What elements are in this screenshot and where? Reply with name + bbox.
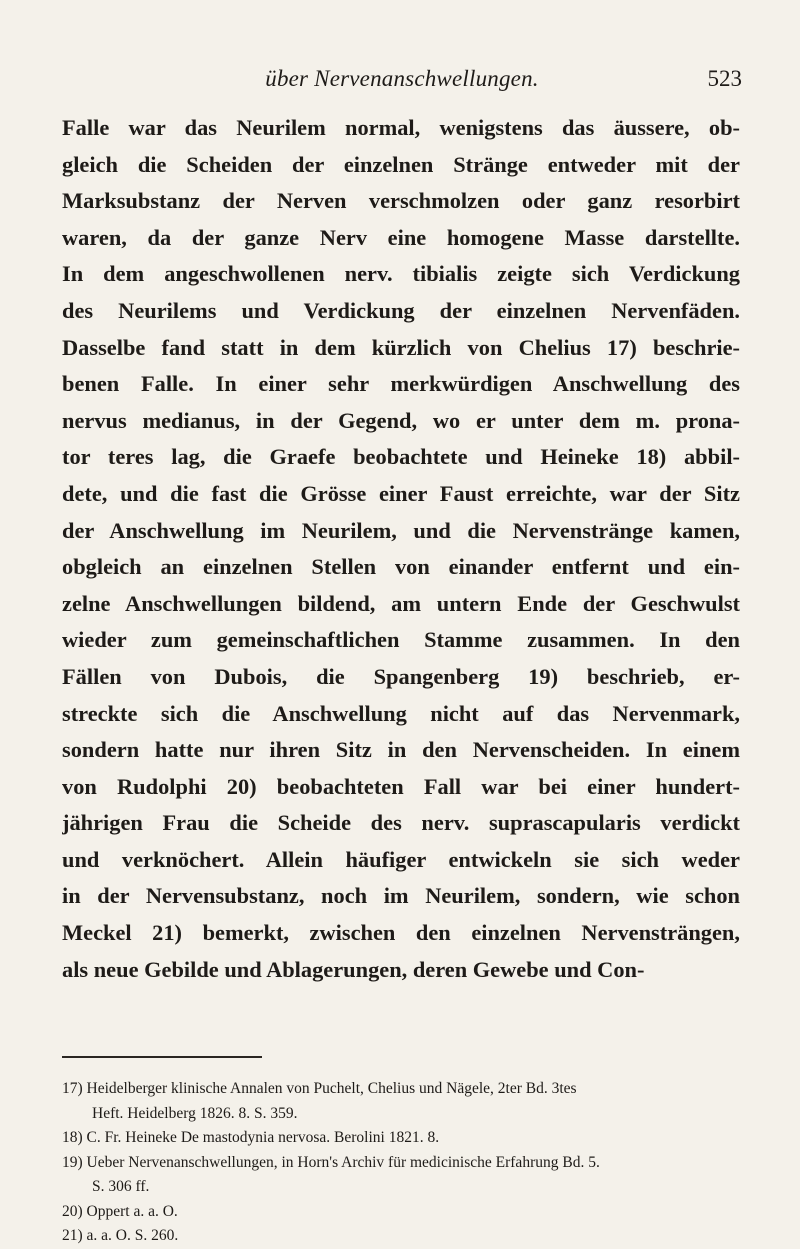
text-line: wieder zum gemeinschaftlichen Stamme zusammen. In den xyxy=(62,627,740,653)
running-head xyxy=(62,66,742,100)
page-number: 523 xyxy=(707,66,742,91)
text-line: zelne Anschwellungen bildend, am untern Ende der Geschwulst xyxy=(62,590,740,616)
text-line: Dasselbe fand statt in dem kürzlich von Chelius 17) beschrie- xyxy=(62,334,740,360)
text-line: obgleich an einzelnen Stellen von einander entfernt und ein- xyxy=(62,554,740,580)
text-line: gleich die Scheiden der einzelnen Stränge entweder mit der xyxy=(62,151,740,177)
text-line: waren, da der ganze Nerv eine homogene Masse darstellte. xyxy=(62,224,740,250)
footnote-17-continuation: Heft. Heidelberg 1826. 8. S. 359. xyxy=(92,1104,298,1122)
text-line: und verknöchert. Allein häufiger entwickeln sie sich weder xyxy=(62,846,740,872)
text-line: von Rudolphi 20) beobachteten Fall war bei einer hundert- xyxy=(62,773,740,799)
footnote-divider xyxy=(62,1056,262,1058)
footnote-19: 19) Ueber Nervenanschwellungen, in Horn's Archiv für medicinische Erfahrung Bd. 5. xyxy=(62,1153,600,1171)
footnote-17: 17) Heidelberger klinische Annalen von Puchelt, Chelius und Nägele, 2ter Bd. 3tes xyxy=(62,1080,577,1097)
text-line: als neue Gebilde und Ablagerungen, deren Gewebe und Con- xyxy=(62,956,645,982)
text-line: Falle war das Neurilem normal, wenigstens das äussere, ob- xyxy=(62,115,740,140)
footnote-19-continuation: S. 306 ff. xyxy=(92,1178,150,1195)
text-line: dete, und die fast die Grösse einer Faust erreichte, war der Sitz xyxy=(62,480,740,506)
text-line: Marksubstanz der Nerven verschmolzen oder ganz resorbirt xyxy=(62,188,740,214)
text-line: der Anschwellung im Neurilem, und die Nervenstränge kamen, xyxy=(62,517,740,543)
text-line: benen Falle. In einer sehr merkwürdigen Anschwellung des xyxy=(62,371,740,397)
text-line: des Neurilems und Verdickung der einzelnen Nervenfäden. xyxy=(62,297,740,323)
footnote-20: 20) Oppert a. a. O. xyxy=(62,1202,178,1220)
text-line: sondern hatte nur ihren Sitz in den Nervenscheiden. In einem xyxy=(62,737,740,763)
body-text xyxy=(62,110,740,988)
footnote-21: 21) a. a. O. S. 260. xyxy=(62,1227,179,1244)
text-line: In dem angeschwollenen nerv. tibialis zeigte sich Verdickung xyxy=(62,261,740,287)
footnotes xyxy=(62,1077,740,1249)
text-line: Meckel 21) bemerkt, zwischen den einzelnen Nervensträngen, xyxy=(62,920,740,946)
text-line: nervus medianus, in der Gegend, wo er unter dem m. prona- xyxy=(62,407,740,433)
text-line: jährigen Frau die Scheide des nerv. suprascapularis verdickt xyxy=(62,810,740,836)
text-line: in der Nervensubstanz, noch im Neurilem, sondern, wie schon xyxy=(62,883,740,909)
text-line: tor teres lag, die Graefe beobachtete und Heineke 18) abbil- xyxy=(62,444,740,470)
running-title: über Nervenanschwellungen. xyxy=(265,66,539,91)
text-line: streckte sich die Anschwellung nicht auf das Nervenmark, xyxy=(62,700,740,726)
footnote-18: 18) C. Fr. Heineke De mastodynia nervosa. Berolini 1821. 8. xyxy=(62,1129,440,1146)
text-line: Fällen von Dubois, die Spangenberg 19) beschrieb, er- xyxy=(62,663,740,689)
